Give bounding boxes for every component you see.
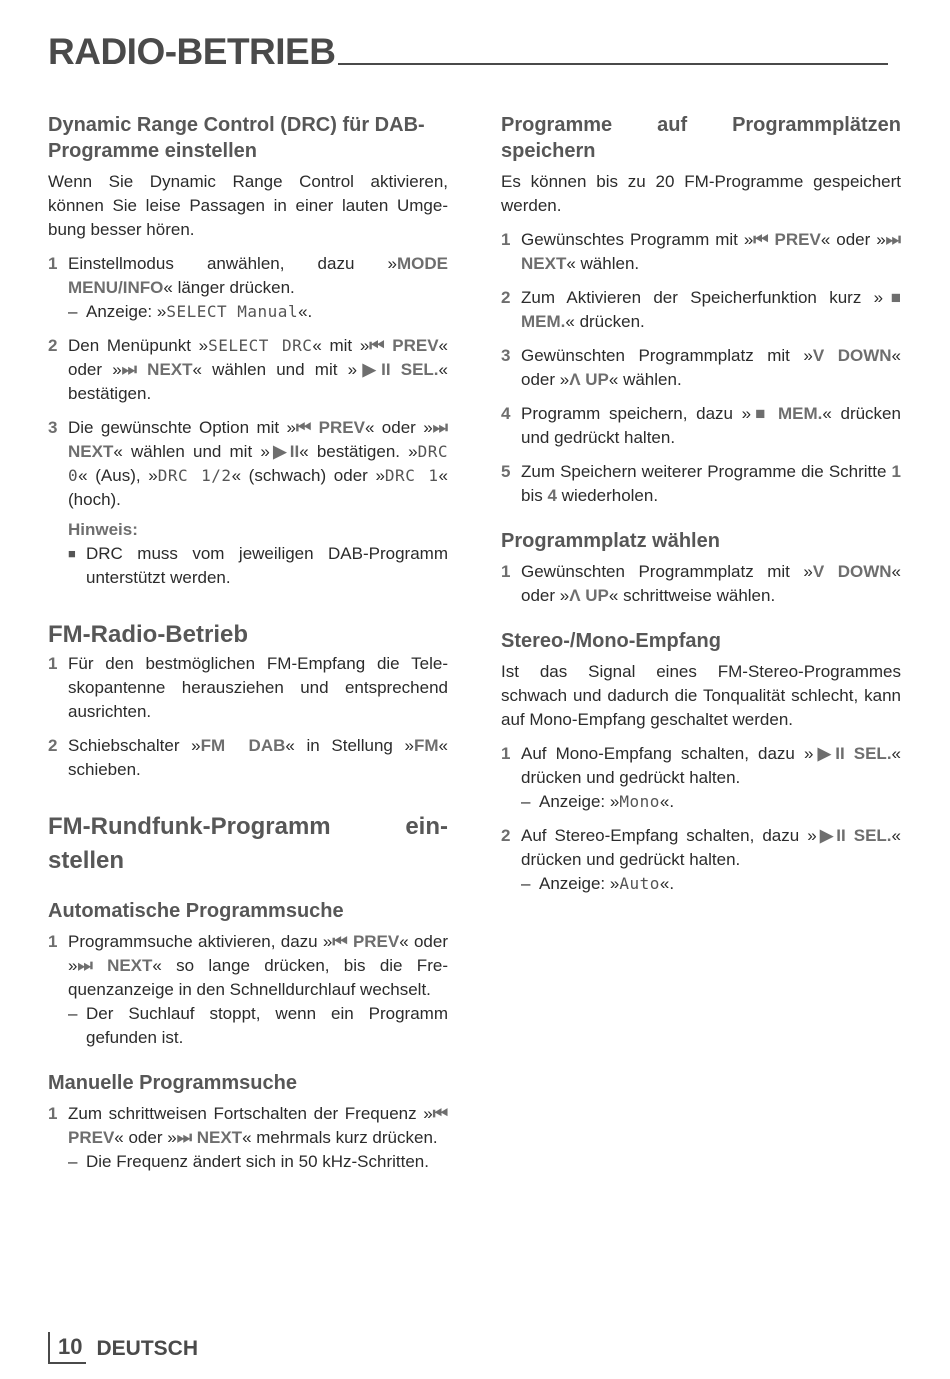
play-pause-key: ▶II (269, 442, 300, 461)
next-key: ⏭ NEXT (121, 360, 193, 379)
store-step-5: 5 Zum Speichern weiterer Programme die Schritte 1 bis 4 wiederholen. (501, 460, 901, 508)
display-text: SELECT DRC (208, 336, 313, 355)
drc-step-1: 1 Einstellmodus anwählen, dazu »MODE MENU/INFO« länger drücken. – Anzeige: »SELECT Manual«. (48, 252, 448, 324)
fm-position: FM (413, 736, 439, 755)
fm-dab-switch: FM DAB (200, 736, 286, 755)
next-key: ⏭ NEXT (68, 418, 448, 461)
next-key: ⏭ NEXT (176, 1128, 243, 1147)
display-text: SELECT Manual (166, 302, 299, 321)
stereo-step-2: 2 Auf Stereo-Empfang schalten, dazu »▶II SEL.« drücken und gedrückt halten. – Anzeige: »Auto«. (501, 824, 901, 896)
step-number: 1 (501, 230, 511, 249)
next-key: ⏭ NEXT (77, 956, 153, 975)
language-label: DEUTSCH (96, 1337, 198, 1360)
title-rule (338, 63, 888, 65)
step-number: 1 (501, 562, 511, 581)
down-key: V DOWN (812, 562, 892, 581)
display-text: DRC 1/2 (157, 466, 232, 485)
page-title: RADIO-BETRIEB (48, 31, 336, 72)
sel-key: ▶II SEL. (813, 744, 892, 763)
store-step-2: 2 Zum Aktivieren der Speicherfunktion kurz »■ MEM.« drücken. (501, 286, 901, 334)
manual-search-heading: Manuelle Programmsuche (48, 1072, 297, 1094)
drc-heading: Dynamic Range Control (DRC) für DAB-Programme einstellen (48, 114, 425, 162)
mode-menu-info-key: MODE MENU/INFO (68, 254, 448, 297)
display-text: Mono (619, 792, 660, 811)
step-number: 1 (501, 744, 511, 763)
prev-key: ⏮ PREV (68, 1104, 448, 1147)
step-number: 3 (48, 418, 58, 437)
step-number: 2 (501, 288, 511, 307)
prev-key: ⏮ PREV (753, 230, 821, 249)
square-bullet-icon: ■ (68, 546, 76, 561)
step-number: 1 (48, 254, 58, 273)
note-heading: Hinweis: (68, 520, 138, 539)
next-key: ⏭ NEXT (521, 230, 901, 273)
stereo-step-1: 1 Auf Mono-Empfang schalten, dazu »▶II SEL.« drücken und gedrückt halten. – Anzeige: »Mono«. (501, 742, 901, 814)
display-text: DRC 0 (68, 442, 449, 485)
down-key: V DOWN (812, 346, 892, 365)
stereo-intro: Ist das Signal eines FM-Stereo-Programmes schwach und dadurch die Tonqualität schlecht, kann auf Mono-Empfang geschaltet werden. (501, 662, 901, 729)
store-step-4: 4 Programm speichern, dazu »■ MEM.« drücken und gedrückt halten. (501, 402, 901, 450)
prev-key: ⏮ PREV (369, 336, 439, 355)
up-key: Λ UP (569, 370, 609, 389)
display-text: DRC 1 (384, 466, 439, 485)
step-number: 1 (48, 932, 58, 951)
drc-intro: Wenn Sie Dynamic Range Control aktivieren, können Sie leise Passagen in einer lauten Umgebung besser hören. (48, 172, 448, 239)
select-step-1: 1 Gewünschten Programmplatz mit »V DOWN« oder »Λ UP« schrittweise wählen. (501, 560, 901, 608)
fm-step-2: 2 Schiebschalter »FM DAB« in Stellung »FM« schieben. (48, 734, 448, 782)
sel-key: ▶II SEL. (816, 826, 892, 845)
fm-step-1: 1 Für den bestmöglichen FM-Empfang die Teleskopantenne herausziehen und entsprechend ausrichten. (48, 652, 448, 724)
sel-key: ▶II SEL. (357, 360, 439, 379)
auto-search-heading: Automatische Programmsuche (48, 900, 344, 922)
page-number: 10 (48, 1332, 86, 1364)
store-step-3: 3 Gewünschten Programmplatz mit »V DOWN« oder »Λ UP« wählen. (501, 344, 901, 392)
drc-step-3: 3 Die gewünschte Option mit »⏮ PREV« oder »⏭ NEXT« wählen und mit »▶II« bestätigen. »DRC 0« (Aus), »DRC 1/2« (schwach) oder »DRC 1« (hoch). (48, 416, 448, 512)
prev-key: ⏮ PREV (332, 932, 400, 951)
step-number: 1 (48, 654, 58, 673)
right-column (501, 112, 901, 896)
step-number: 2 (48, 736, 58, 755)
mem-key: ■ MEM. (521, 288, 901, 331)
rundfunk-heading: FM-Rundfunk-Programm ein- stellen (48, 813, 448, 874)
step-number: 2 (501, 826, 511, 845)
step-number: 4 (501, 404, 511, 423)
store-heading: Programme auf Programmplätzen speichern (501, 114, 901, 162)
page-header (48, 30, 888, 74)
prev-key: ⏮ PREV (295, 418, 365, 437)
drc-step-2: 2 Den Menüpunkt »SELECT DRC« mit »⏮ PREV« oder »⏭ NEXT« wählen und mit »▶II SEL.« bestätigen. (48, 334, 448, 406)
display-text: Auto (619, 874, 660, 893)
store-step-1: 1 Gewünschtes Programm mit »⏮ PREV« oder »⏭ NEXT« wählen. (501, 228, 901, 276)
stereo-heading: Stereo-/Mono-Empfang (501, 630, 721, 652)
step-number: 3 (501, 346, 511, 365)
step-number: 2 (48, 336, 58, 355)
mem-key: ■ MEM. (751, 404, 823, 423)
select-heading: Programmplatz wählen (501, 530, 720, 552)
up-key: Λ UP (569, 586, 609, 605)
auto-step-1: 1 Programmsuche aktivieren, dazu »⏮ PREV« oder »⏭ NEXT« so lange drücken, bis die Frequenzanzeige in den Schnelldurchlauf wechselt. – Der Suchlauf stoppt, wenn ein Programm gefunden ist. (48, 930, 448, 1050)
page-footer (48, 1332, 198, 1364)
manual-step-1: 1 Zum schrittweisen Fortschalten der Frequenz »⏮ PREV« oder »⏭ NEXT« mehrmals kurz drücken. – Die Frequenz ändert sich in 50 kHz-Schritten. (48, 1102, 448, 1174)
note-item: ■ DRC muss vom jeweiligen DAB-Programm unterstützt werden. (68, 542, 448, 590)
left-column (48, 112, 448, 1174)
fm-heading: FM-Radio-Betrieb (48, 621, 248, 648)
step-number: 1 (48, 1104, 58, 1123)
step-number: 5 (501, 462, 511, 481)
store-intro: Es können bis zu 20 FM-Programme gespeichert werden. (501, 172, 901, 215)
